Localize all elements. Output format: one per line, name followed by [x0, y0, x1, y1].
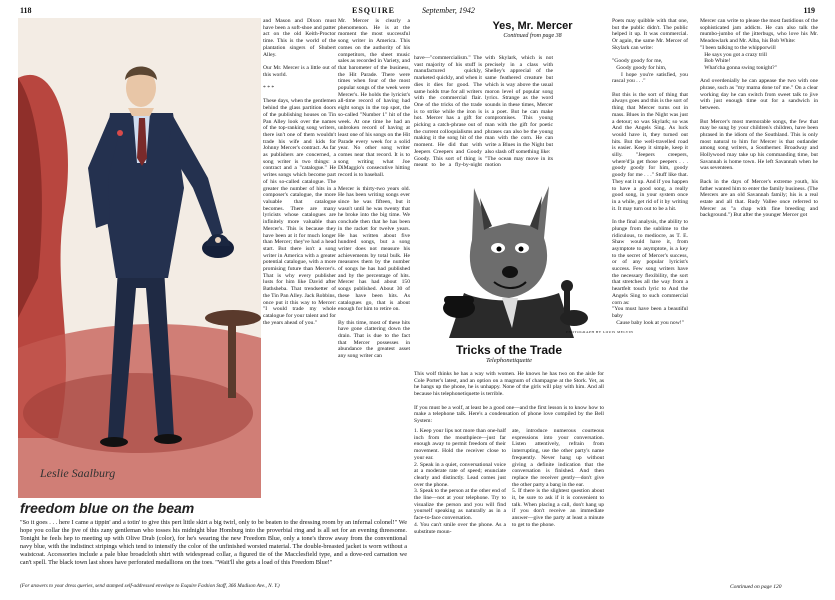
article-column-1: and Mason and Dixon must have been a soft-shoe and patter act on the old Keith-Proctor time. This is the world of the plantation singers of Shubert Alley. Our Mr. Mercer is a little out of this world. * * * These days, when the gentlemen behind the glass partition doors of the publishing houses on Tin Pan Alley look over the names of the top-ranking song writers, there isn't one of them wouldn't trade his wife and kids for Johnny Mercer's contract. As far as publishers are concerned, a song writer is two things: a contract and a "catalogue." He writes songs which become part of his so-called catalogue. The greater the number of hits in a composer's catalogue, the more valuable that catalogue becomes. There are many lyricists whose catalogues are infinitely more valuable than Mercer's. This is because they have been at it for much longer than Mercer; they've had a head start. But there isn't a song writer in America with a greater potential catalogue, with a more promising future than Mercer's. That is why every publisher lusts for him like David after Bathsheba. That trendsetter of the Tin Pan Alley. Jack Robbins, once put it this way to Mercer: "I would trade my whole catalogue for your talent and for the years ahead of you." — [263, 18, 336, 326]
page-number-left: 118 — [20, 6, 32, 15]
sidebar-tips-right: ate, introduce numerous courteous expressions into your conversation. Listen attentively, refrain from interrupting, use the other party's name frequently. Never hang up without giving a definite indication that the conversation is finished. And then replace the receiver gently—don't give the other party a bang in the ear. 5. If there is the slightest question about it, be sure to ask if it is convenient to talk. When placing a call, don't hang up if you don't receive an immediate answer—give the party at least a minute to get to the phone. — [512, 428, 604, 528]
artist-signature: Leslie Saalburg — [40, 466, 116, 480]
caption-title: freedom blue on the beam — [20, 500, 195, 516]
photo-credit: PHOTOGRAPH BY LOUIS MELVIN — [566, 330, 634, 334]
article-column-3: have—"commercialism." The vast majority of his stuff is manufactured quickly, marketed quickly, and when it dies it dies for good. The same holds true for all writers with the commercial flair. One of the tricks of the trade is to strike while the iron is hot. Mercer has a gift for picking a catch-phrase out of the current colloquialisms and making it the song hit of the moment. He did that with Jeepers Creepers and Goody Goody. This sort of thing is meant to be a fly-by-night — [414, 55, 482, 169]
page-number-right: 119 — [803, 6, 815, 15]
caption-body: "So it goes . . . here I came a tippin' and a totin' to give this pert little skirt a big twirl, only to be beaten to the dressing room by an infernal colonel!" We hope you collar the jive of this zany gentleman who tosses his midnight blue Homburg into the proverbial ring and is all set for an evening threesome. Tonight he feels hep to meeting up with Olive Drab (color), for he's wearing the new Freedom Blue, only a tone's throw away from the conventional navy blue, with the indistinct stripings which tend to intensify the color of the unfinished worsted material. The double-breasted jacket is worn without a waistcoat. Accessories include a pale blue broadcloth shirt with widespread collar, a figured tie of the Macclesfield type, and a dove-red carnation we can't spell. The black town last shoes have perforated medallions on the toes. "Wait'll she gets a load of this Freedom Blue!" — [20, 519, 407, 566]
caption-note: (For answers to your dress queries, send stamped self-addressed envelope to Esquire Fashion Staff, 366 Madison Ave., N. Y.) — [20, 583, 280, 589]
sidebar-tips-left: 1. Keep your lips not more than one-half inch from the mouthpiece—just far enough away to permit freedom of their movement. Hold the receiver close to your ear. 2. Speak in a quiet, conversational voice at a moderate rate of speed; enunciate clearly and distinctly. Lead comes just over the phone. 3. Speak to the person at the other end of the line—not at your telephone. Try to visualize the person and you will find yourself speaking as naturally as in a face-to-face conversation. 4. You can't smile over the phone. As a substitute moun- — [414, 428, 506, 535]
article-column-4: with Skylark, which is not precisely in a class with Shelley's apprecial of the same feathered creature but which is way above the usual moron level of popular song lyrics. Strange as the word sounds in these times, Mercer is a poet. But he can make compromises. This young man with the gift for poetic phrases can also be the young man with the corn. He can write a Blues in the Night but also slash off something like: "The ocean may move in its motion — [485, 55, 553, 169]
fashion-illustration — [18, 18, 261, 498]
wolf-telephone-photo — [414, 168, 604, 338]
sidebar-subtitle: Telephonetiquette — [486, 357, 532, 364]
continued-on: Continued on page 120 — [730, 584, 782, 590]
article-title: Yes, Mr. Mercer — [492, 20, 573, 32]
article-column-6: Mercer can write to please the most fastidious of the sophisticated jam addicts. He can also talk the mumbo-jumbo of the jitterbugs, who love his Mr. Meadowlark and Mr. Alba, his Bob White: "I been talking to the whipporwill He says you got a crazy trill Bob White! What'cha gonna swing tonight?" And overdenially he can appease the two with one phrase, such as "my mama done tol' me." On a clear working day he can switch from sweet talk to jive with just enough time out for a sandwich in between. But Mercer's most memorable songs, the few that may be sung by your children's children, have been phrased in the idiom of the Southland. This is only most natural to him for Mercer is that outlander among song writers, a Southerner. Broadway and Hollywood may take up his commanding time, but Savannah is home town. He left Savannah when he was seventeen. Back in the days of Mercer's extreme youth, his father wanted him to enter the family business. (The Mercers are an old Savannah family; his is a real estate and all that. Rudy Vallee once referred to Mercer as "a chap with fine breeding and background.") But after the younger Mercer got — [700, 18, 818, 219]
article-column-2: Mr. Mercer is clearly a phenomenon. He is at the moment the most successful song writer in America. This comes on the authority of his competitors, the sheet music sales as recorded in Variety, and that barometer of the business, the Hit Parade. There were times when four of the most popular songs of the week were Mercer's. He holds the lyricist's all-time record of having had eight songs in the top spot, the so-called "Number 1" hit of the week. At one time he had an unbroken record of having at least one of his songs on the Hit Parade every week for a solid year. No other song writer comes near that record. It is to song writing what Joe DiMaggio's consecutive hitting record is to baseball. Mercer is thirty-two years old. He has been writing songs ever since he was fifteen, but it wasn't until he was twenty that he broke into the big time. We conclude then that he has been in the racket for twelve years. He has written about five hundred songs, but a song writer does not measure his achievements by total bulk. He measures them by the number of songs he has had published and by the percentage of hits. Mercer has had about 150 songs published. About 30 of these have been hits. As catalogues go, that is about enough for him to retire on. By this time, most of these hits have gone clattering down the drain. That is due to the fact that Mercer possesses in abundance the greatest asset any song writer can — [338, 18, 410, 360]
issue-date: September, 1942 — [422, 6, 475, 15]
sidebar-title: Tricks of the Trade — [455, 343, 563, 357]
sidebar-intro: This wolf thinks he has a way with women. He knows he has two on the aisle for Cole Porter's latest, and an option on a magnum of champagne at the Stork. Yet, as he hangs up the phone, he is unhappy. None of the girls will play with him. And all because his telephonetiquette is terrible. If you must be a wolf, at least be a good one—and the first lesson is to know how to make a telephone talk. Here's a condensation of phone love compiled by the Bell System: — [414, 371, 604, 424]
magazine-name: ESQUIRE — [352, 6, 396, 15]
article-column-5: Poets may quibble with that one, but the public didn't. The public helped it up. It was commercial. Or again, the same Mr. Mercer of Skylark can write: "Goody goody for me, Goody goody for him, I hope you're satisfied, you rascal you . . ." But this is the sort of thing that always goes and this is the sort of thing that Mercer turns out in mass. Blues in the Night was just a detour; so was Skylark; so was And the Angels Sing. As luck would have it, they turned out hits. But the well-travelled road is easier. Keep it simple, keep it silly. "Jeepers creepers, where'd'ja get those peepers . . . goody goody for him, goody goody for me . . ." Stuff like that. They eat it up. And if you happen to have a good song, a really good song, in your system once in a while, get rid of it by writing it. It may turn out to be a hit. In the final analysis, the ability to plunge from the sublime to the ridiculous, to mediocre, as T. E. Shaw would have it, from asymptote to asymptote, is a key to the secret of Mercer's success, or of any popular lyricist's success. Few song writers have the necessary flexibility, the sort that stretches all the way from a heartfelt touch lyric to And the Angels Sing to such commercial corn as: "You must have been a beautiful baby Cause baby look at you now!" — [612, 18, 688, 326]
article-continued-from: Continued from page 38 — [503, 33, 562, 39]
